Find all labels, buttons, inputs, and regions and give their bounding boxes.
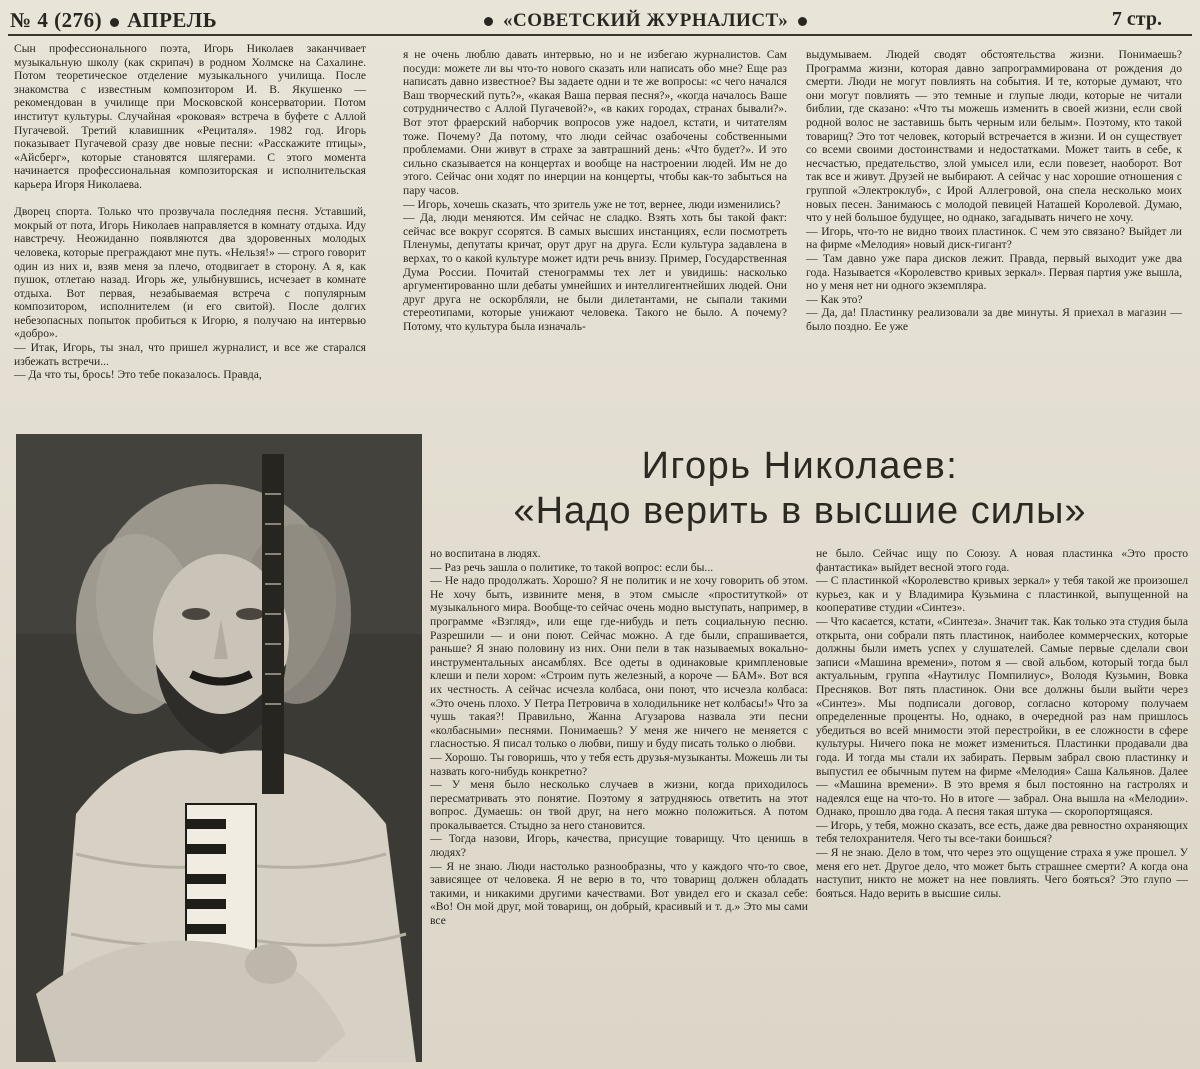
issue-info: [10, 8, 217, 33]
issue-month: АПРЕЛЬ: [127, 8, 218, 32]
article-column-5: не было. Сейчас ищу по Союзу. А новая пластинка «Это просто фантастика» выйдет весной этого года. — С пластинкой «Королевство кривых зеркал» у тебя такой же произошел курьез, как и у Владимира Кузьмина с пластинкой, выпущенной на кооперативе студии «Синтез». — Что касается, кстати, «Синтеза». Значит так. Как только эта студия была открыта, они собрали пять пластинок, наиболее коммерческих, которые должны были иметь успех у слушателей. Самые первые сделали свои записи «Машина времени», потом я — свой альбом, который тогда был актуальным, группа «Наутилус Помпилиус», Володя Кузьмин, Вовка Пресняков. Вот пять пластинок. Они все должны были выйти через «Синтез». Мы подписали договор, согласно которому получаем определенные проценты. Но, однако, в очередной раз нам пришлось убедиться во всей мнимости этой перестройки, в ее сложности в сфере культуры. Ничего пока не может измениться. Пластинки продавали два года. И тогда мы стали их забирать. Первым забрал свою пластинку и выпустил ее обычным путем на фирме «Мелодия» Саша Кальянов. Далее — «Машина времени». В это время я был постоянно на гастролях и надеялся еще на что-то. Но в итоге — забрал. Она вышла на «Мелодии». Однако, прошло два года. А песня такая штука — скоропортящаяся. — Игорь, у тебя, можно сказать, все есть, даже два ревностно охраняющих тебя телохранителя. Чего ты все-таки боишься? — Я не знаю. Дело в том, что через это ощущение страха я уже прошел. У меня его нет. Другое дело, что может быть страшнее смерти? А когда она наступит, никто не может на нее повлиять. Чего бояться? Это глупо — бояться. Надо верить в высшие силы.: [816, 547, 1188, 900]
article-column-2: я не очень люблю давать интервью, но и не избегаю журналистов. Сам посуди: можете ли вы что-то нового сказать или написать обо мне? Еще раз написать давно известное? Вы задаете одни и те же вопросы: «с чего начался Ваш творческий путь?», «какая Ваша первая песня?», «когда началось Ваше сотрудничество с Аллой Пугачевой?», «в каких городах, странах бывали?». Вот этот фраерский наборчик вопросов уже надоел, кстати, и читателям тоже. Почему? Да потому, что люди сейчас озабочены собственными проблемами. Они живут в страхе за завтрашний день: «Что будет?». И это сильно сказывается на концертах и вообще на настроении людей. Им не до этого. Сейчас они ходят по инерции на концерты, чтобы как-то забыться на пару часов. — Игорь, хочешь сказать, что зритель уже не тот, вернее, люди изменились? — Да, люди меняются. Им сейчас не сладко. Взять хоть бы такой факт: сейчас все вокруг ссорятся. В самых высших инстанциях, если посмотреть Пленумы, депутаты кричат, орут друг на друга. Если культура задавлена в верхах, то о какой культуре может идти речь внизу. Пример, Государственная Дума России. Почитай стенограммы тех лет и увидишь: насколько аргументированно шли дебаты умнейших и интеллигентнейших людей. Они друг друга не оскорбляли, не были дилетантами, не сыпали такими стереотипами, которые унижают человека. Такого не было. А почему? Потому, что культура была изначаль-: [403, 48, 787, 333]
article-headline: [446, 444, 1154, 534]
portrait-photo: [16, 434, 422, 1062]
headline-quote: «Надо верить в высшие силы»: [513, 490, 1087, 532]
issue-number: № 4 (276): [10, 8, 103, 32]
article-column-1: Сын профессионального поэта, Игорь Николаев заканчивает музыкальную школу (как скрипач) в родном Холмске на Сахалине. Потом теоретическое отделение музыкального училища. После знакомства с известным композитором И. В. Якушенко — рекомендован в училище при Московской консерватории. Потом институт культуры. Случайная «роковая» встреча в буфете с Аллой Пугачевой. Третий клавишник «Рециталя». 1982 год. Игорь показывает Пугачевой сразу две новые песни: «Расскажите птицы», «Айсберг», которые становятся шлягерами. С этого момента начинается профессиональная композиторская и исполнительская карьера Игоря Николаева. Дворец спорта. Только что прозвучала последняя песня. Уставший, мокрый от пота, Игорь Николаев направляется в комнату отдыха. Иду навстречу. Неожиданно появляются два здоровенных молодых человека, которые преграждают мне путь. «Нельзя!» — строго говорит один из них и, взяв меня за плечо, отодвигает в сторону. А я, как пушок, отлетаю назад. Игорь же, улыбнувшись, исчезает в комнате отдыха. Вот первая, незабываемая встреча с популярным композитором, исполнителем (и его свитой). После долгих небезопасных попыток пробиться к Игорю, я получаю на интервью «добро». — Итак, Игорь, ты знал, что пришел журналист, и все же старался избежать встречи... — Да что ты, брось! Это тебе показалось. Правда,: [14, 42, 366, 382]
masthead-rule: [8, 34, 1192, 36]
publication-name: «СОВЕТСКИЙ ЖУРНАЛИСТ»: [503, 10, 789, 31]
publication-title: [484, 10, 807, 32]
bullet-icon: [110, 18, 119, 27]
page-number: 7 стр.: [1111, 8, 1162, 30]
masthead: [0, 4, 1200, 34]
article-column-4: но воспитана в людях. — Раз речь зашла о политике, то такой вопрос: если бы... — Не надо продолжать. Хорошо? Я не политик и не хочу говорить об этом. Не хочу быть, извините меня, в этом смысле «проституткой» от музыкального мира. Вообще-то сейчас очень модно выступать, например, в программе «Взгляд», или еще где-нибудь и петь социальную песню. Разрешили — и они поют. Сейчас можно. А где были, спрашивается, раньше? Я знаю половину из них. Они пели в так называемых вокально-инструментальных ансамблях. Все одеты в одинаковые кримпленовые клеши и пели хором: «Строим путь железный, а короче — БАМ». Вот вся их честность. А сейчас исчезла колбаса, они поют, что исчезла колбаса: «Это очень плохо. У Петра Петровича в холодильнике нет колбасы!» Что за чушь такая?! Правильно, Жанна Агузарова назвала эти песни «колбасными» песнями. Понимаешь? У меня же ничего не меняется с гласностью. Я писал только о любви, пишу и буду писать только о любви. — Хорошо. Ты говоришь, что у тебя есть друзья-музыканты. Можешь ли ты назвать кого-нибудь конкретно? — У меня было несколько случаев в жизни, когда приходилось пересматривать это понятие. Поэтому я затрудняюсь ответить на этот вопрос. Думаешь: он твой друг, на него можно положиться. А потом прокалывается. Стыдно за него становится. — Тогда назови, Игорь, качества, присущие товарищу. Что ценишь в людях? — Я не знаю. Люди настолько разнообразны, что у каждого что-то свое, зависящее от человека. Я не верю в то, что товарищ должен обладать такими, и никакими другими качествами. Вот увидел его и сказал себе: «Во! Он мой друг, мой товарищ, он добрый, красивый и т. д.» Это мы сами все: [430, 547, 808, 928]
headline-name: Игорь Николаев:: [641, 445, 959, 487]
article-column-3: выдумываем. Людей сводят обстоятельства жизни. Понимаешь? Программа жизни, которая давно запрограммирована от рождения до смерти. Люди не могут повлиять на события. И те, которые думают, что они могут повлиять — это темные и глупые люди, которые не читали библии, где сказано: «Что ты можешь изменить в своей жизни, если свой родной волос не заставишь быть черным или белым». Поэтому, кто такой товарищ? Это тот человек, который встречается в жизни. И он существует со всеми своими достоинствами и недостатками. Может таить в себе, к несчастью, предательство, злой умысел или, если повезет, наоборот. Вот так все и живут. Друзей не выбирают. А сейчас у нас хорошие отношения с группой «Электроклуб», с Ирой Аллегровой, она спела несколько моих новых песен. Занимаюсь с молодой певицей Наташей Королевой. Думаю, что у ней большое будущее, но однако, загадывать ничего не хочу. — Игорь, что-то не видно твоих пластинок. С чем это связано? Выйдет ли на фирме «Мелодия» новый диск-гигант? — Там давно уже пара дисков лежит. Правда, первый выходит уже два года. Называется «Королевство кривых зеркал». Первая партия уже вышла, но у меня нет ни одного экземпляра. — Как это? — Да, да! Пластинку реализовали за две минуты. Я приехал в магазин — было поздно. Ее уже: [806, 48, 1182, 333]
bullet-icon: [798, 17, 807, 26]
bullet-icon: [484, 17, 493, 26]
portrait-illustration: [16, 434, 422, 1062]
